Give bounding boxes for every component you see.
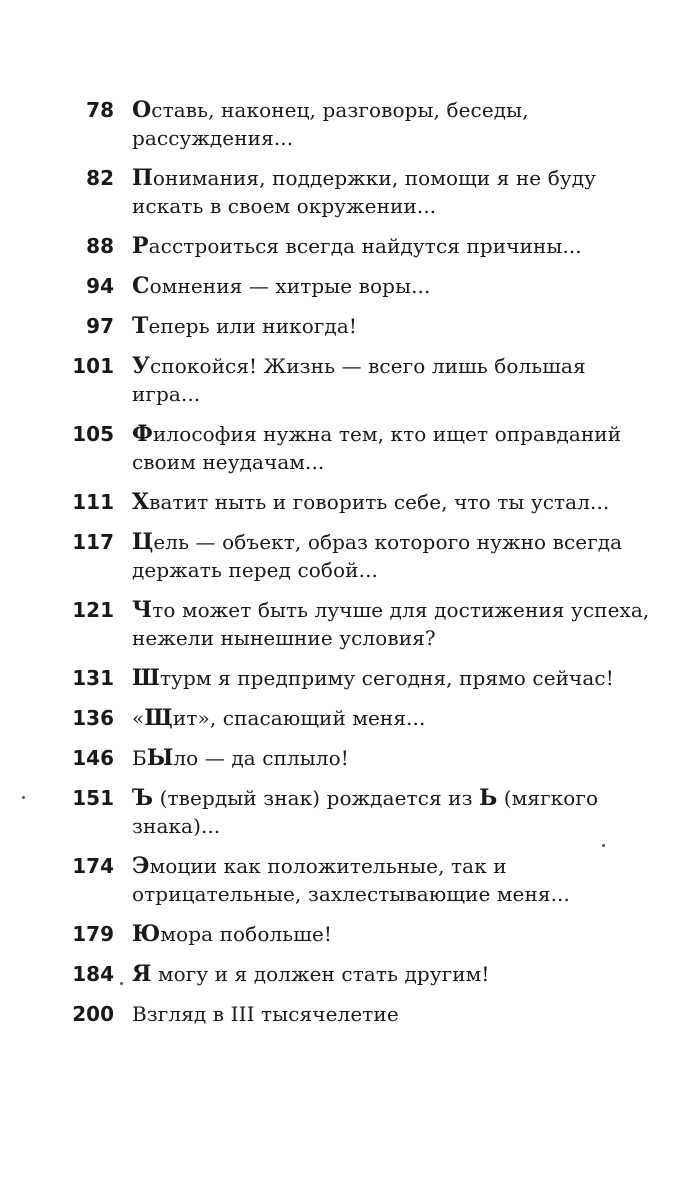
print-speck [602, 844, 605, 847]
entry-title [132, 960, 652, 988]
page-number: 82 [86, 166, 114, 190]
page-number: 117 [72, 530, 114, 554]
initial-letter: Ч [132, 597, 153, 623]
toc-entry [0, 312, 700, 340]
page-number: 88 [86, 234, 114, 258]
initial-letter-secondary: Ь [479, 785, 498, 811]
toc-entry [0, 164, 700, 220]
page-number: 151 [72, 786, 114, 810]
entry-title [132, 784, 652, 840]
title-text: ло — да сплыло! [173, 746, 349, 770]
title-text: Взгляд в III тысячелетие [132, 1002, 399, 1026]
table-of-contents [0, 96, 700, 1040]
entry-title [132, 488, 652, 516]
toc-entry [0, 232, 700, 260]
page-number: 111 [72, 490, 114, 514]
toc-entry [0, 784, 700, 840]
entry-title [132, 596, 652, 652]
entry-title [132, 352, 652, 408]
entry-title [132, 312, 652, 340]
initial-letter: У [132, 353, 150, 379]
toc-entry [0, 488, 700, 516]
entry-title [132, 852, 652, 908]
toc-entry [0, 920, 700, 948]
title-prefix: Б [132, 746, 147, 770]
toc-entry [0, 744, 700, 772]
page-number: 78 [86, 98, 114, 122]
title-text: моции как положительные, так и отрицательные, захлестывающие меня... [132, 854, 570, 906]
entry-title [132, 664, 652, 692]
initial-letter: О [132, 97, 152, 123]
initial-letter: Э [132, 853, 150, 879]
toc-entry [0, 960, 700, 988]
title-text: ит», спасающий меня... [172, 706, 426, 730]
initial-letter: Ю [132, 921, 161, 947]
title-text: турм я предприму сегодня, прямо сейчас! [160, 666, 614, 690]
print-speck [22, 796, 25, 799]
initial-letter: Ш [132, 665, 160, 691]
title-text: еперь или никогда! [148, 314, 358, 338]
title-text: спокойся! Жизнь — всего лишь большая игра... [132, 354, 586, 406]
initial-letter: П [132, 165, 153, 191]
title-text: ставь, наконец, разговоры, беседы, рассуждения... [132, 98, 529, 150]
page-number: 184 [72, 962, 114, 986]
title-text: омнения — хитрые воры... [149, 274, 431, 298]
toc-entry [0, 596, 700, 652]
toc-entry [0, 1000, 700, 1028]
page-number: 174 [72, 854, 114, 878]
title-text: илософия нужна тем, кто ищет оправданий своим неудачам... [132, 422, 622, 474]
entry-title [132, 420, 652, 476]
toc-entry [0, 704, 700, 732]
toc-entry [0, 96, 700, 152]
initial-letter: Х [132, 489, 150, 515]
initial-letter: Ф [132, 421, 153, 447]
toc-entry [0, 272, 700, 300]
page-number: 121 [72, 598, 114, 622]
entry-title [132, 164, 652, 220]
title-text: ватит ныть и говорить себе, что ты устал... [149, 490, 610, 514]
page-number: 200 [72, 1002, 114, 1026]
toc-entry [0, 664, 700, 692]
title-text-secondary: (мягкого знака)... [132, 786, 599, 838]
title-text: асстроиться всегда найдутся причины... [148, 234, 582, 258]
initial-letter: Ы [146, 745, 174, 771]
title-prefix: « [132, 706, 145, 730]
title-text: могу и я должен стать другим! [151, 962, 490, 986]
entry-title [132, 96, 652, 152]
page-number: 101 [72, 354, 114, 378]
page-number: 97 [86, 314, 114, 338]
initial-letter: С [132, 273, 150, 299]
page-number: 136 [72, 706, 114, 730]
entry-title [132, 920, 652, 948]
title-text: ель — объект, образ которого нужно всегда держать перед собой... [132, 530, 623, 582]
title-text: онимания, поддержки, помощи я не буду искать в своем окружении... [132, 166, 596, 218]
page-number: 105 [72, 422, 114, 446]
toc-entry [0, 420, 700, 476]
toc-entry [0, 528, 700, 584]
entry-title [132, 704, 652, 732]
entry-title [132, 272, 652, 300]
entry-title [132, 1000, 652, 1028]
initial-letter: Т [132, 313, 149, 339]
page-number: 179 [72, 922, 114, 946]
initial-letter: Ъ [132, 785, 154, 811]
print-speck [120, 982, 123, 985]
title-text: (твердый знак) рождается из [153, 786, 480, 810]
page-number: 146 [72, 746, 114, 770]
entry-title [132, 744, 652, 772]
title-text: то может быть лучше для достижения успеха, нежели нынешние условия? [132, 598, 650, 650]
entry-title [132, 528, 652, 584]
entry-title [132, 232, 652, 260]
initial-letter: Р [132, 233, 149, 259]
initial-letter: Я [132, 961, 152, 987]
initial-letter: Щ [144, 705, 173, 731]
title-text: мора побольше! [160, 922, 333, 946]
toc-entry [0, 352, 700, 408]
toc-entry [0, 852, 700, 908]
initial-letter: Ц [132, 529, 154, 555]
page-number: 131 [72, 666, 114, 690]
page-number: 94 [86, 274, 114, 298]
